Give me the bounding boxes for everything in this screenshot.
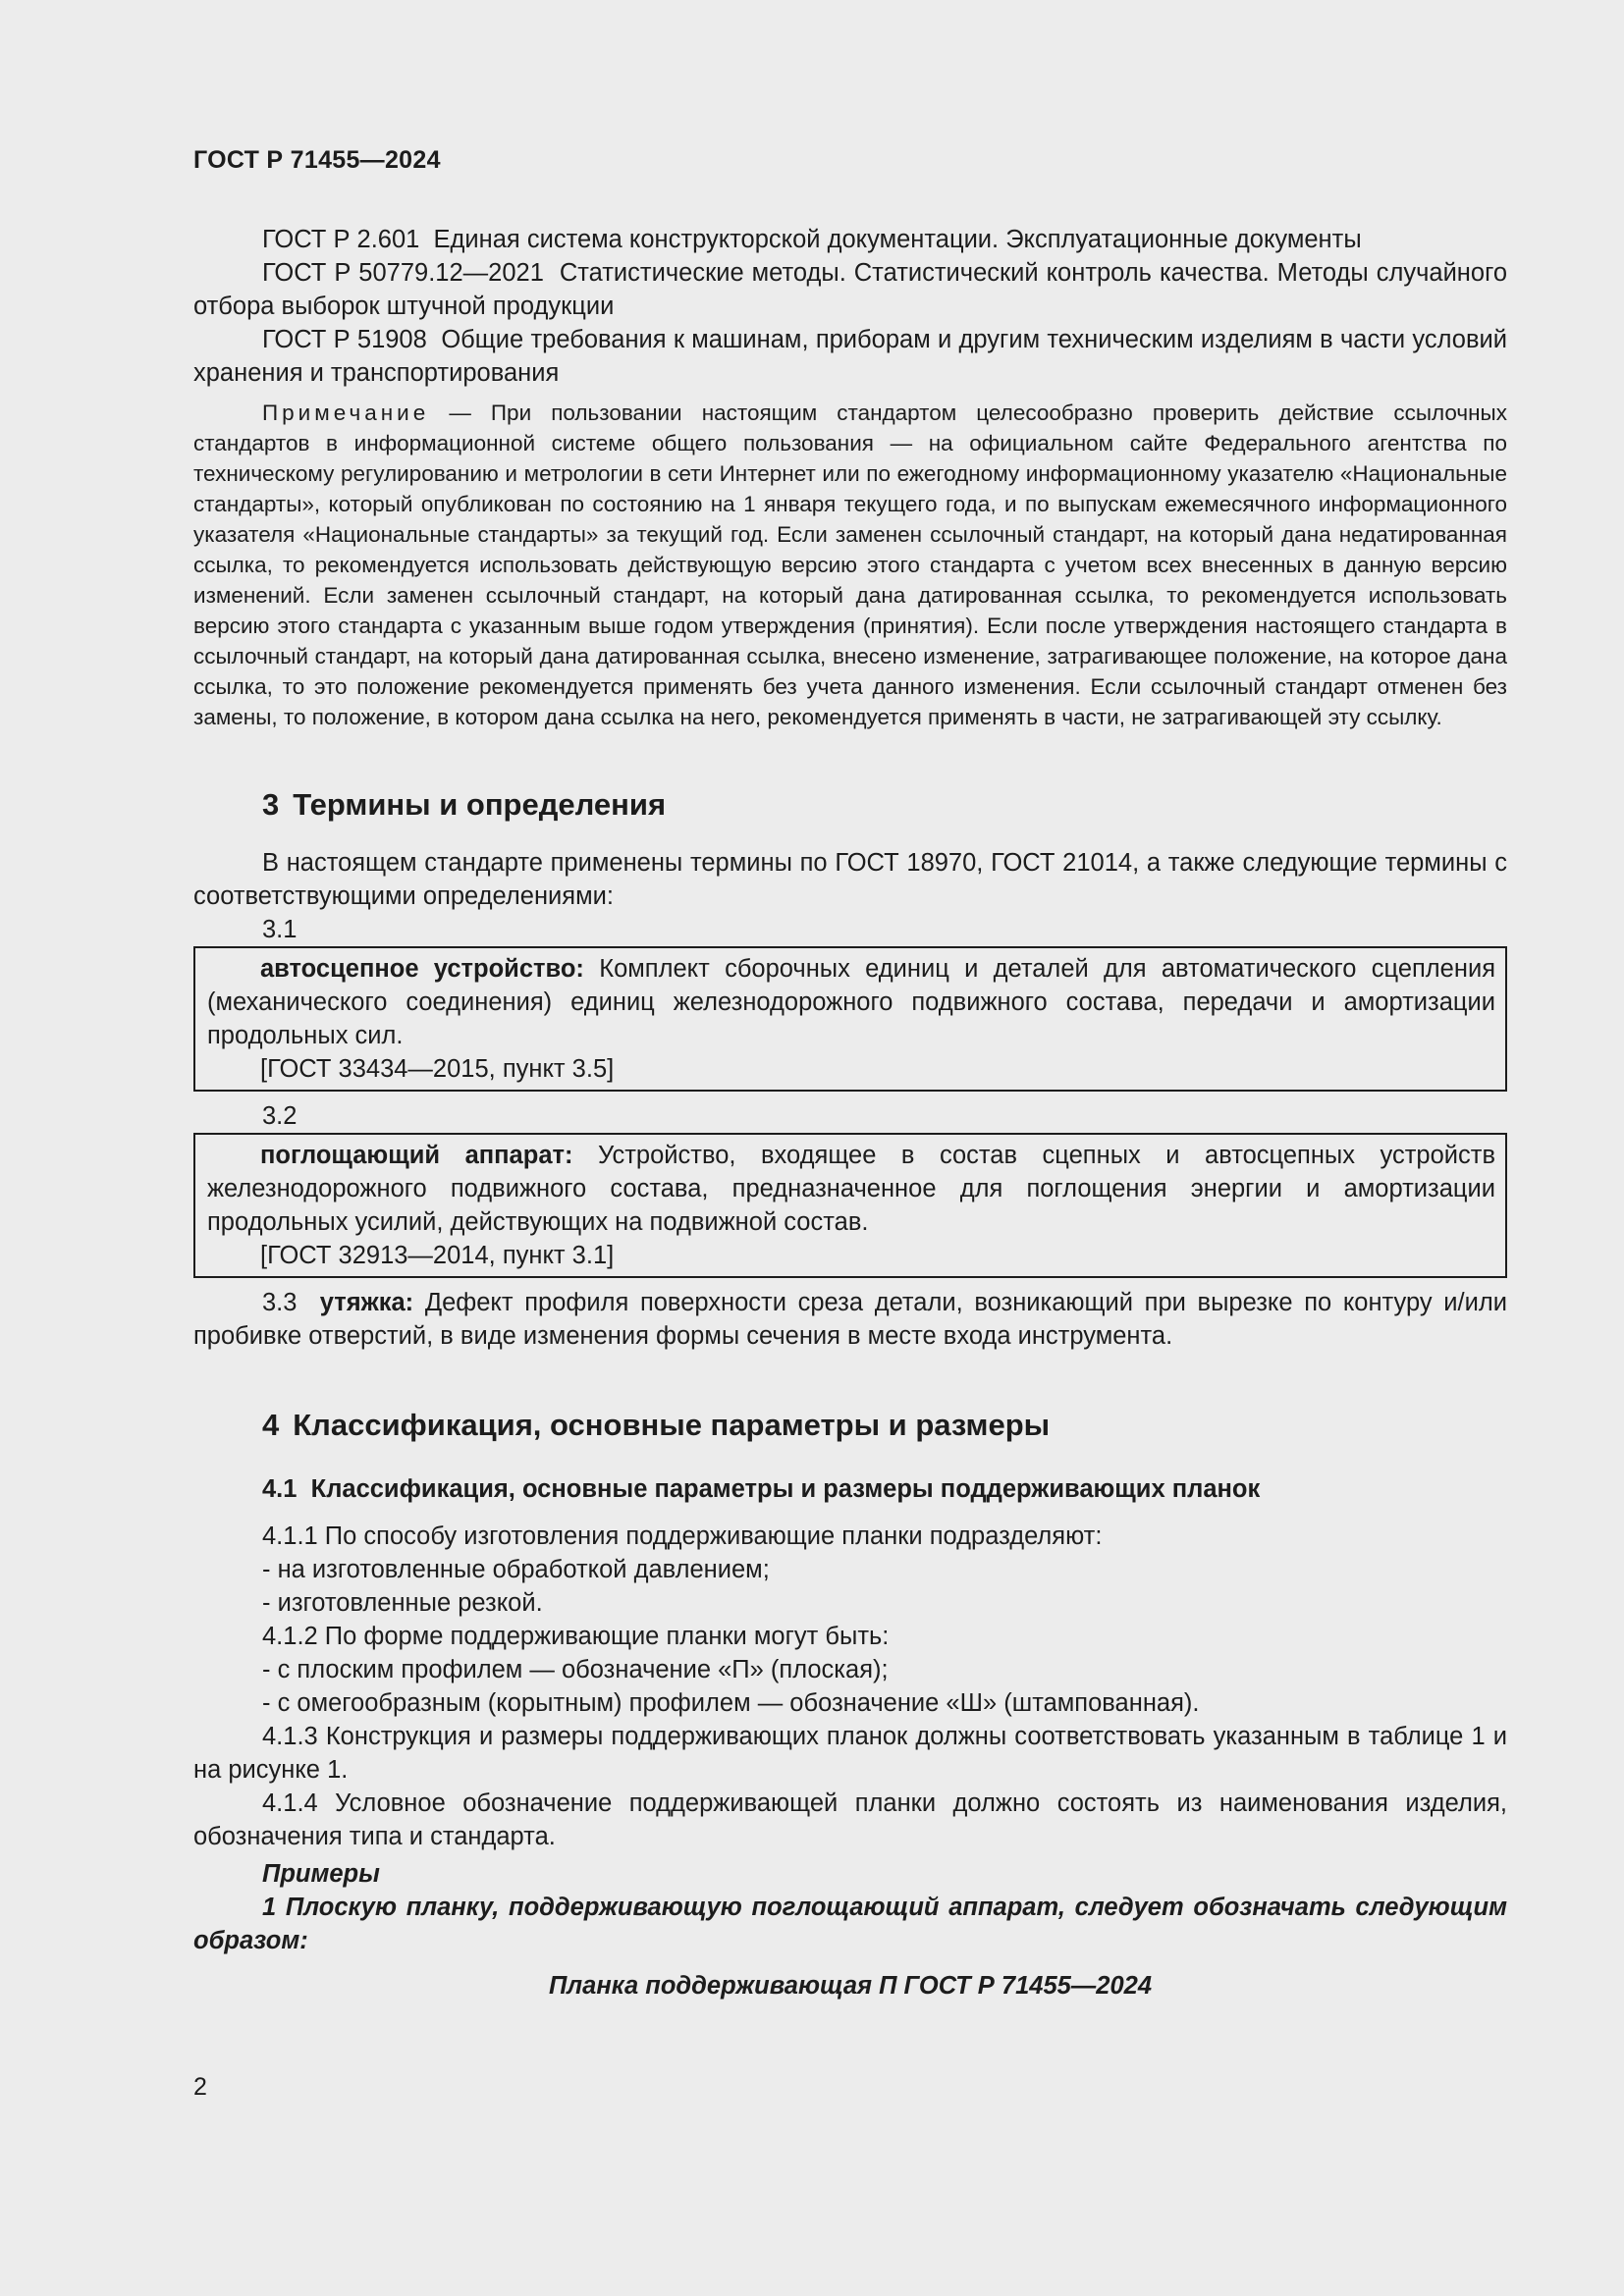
paragraph-4-1-2: 4.1.2 По форме поддерживающие планки могут быть: bbox=[262, 1623, 890, 1650]
examples-title: Примеры bbox=[262, 1860, 380, 1888]
term-name: автосцепное устройство: bbox=[260, 955, 584, 983]
term-3-3: 3.3 утяжка: Дефект профиля поверхности среза детали, возникающий при вырезке по контуру и/или пробивке отверстий, в виде изменения формы сечения в месте входа инструмента. bbox=[193, 1289, 1507, 1350]
term-source: [ГОСТ 32913—2014, пункт 3.1] bbox=[260, 1242, 615, 1269]
paragraph-4-1-3: 4.1.3 Конструкция и размеры поддерживающих планок должны соответствовать указанным в таблице 1 и на рисунке 1. bbox=[193, 1723, 1507, 1784]
list-item: - на изготовленные обработкой давлением; bbox=[262, 1556, 770, 1583]
term-definition: поглощающий аппарат: Устройство, входящее в состав сцепных и автосцепных устройств железнодорожного подвижного состава, предназначенное для поглощения энергии и амортизации продольных усилий, действующих на подвижной состав. bbox=[207, 1142, 1495, 1236]
normative-references bbox=[193, 223, 1507, 390]
term-box bbox=[193, 946, 1507, 1092]
term-definition: автосцепное устройство: Комплект сборочных единиц и деталей для автоматического сцепления (механического соединения) единиц железнодорожного подвижного состава, передачи и амортизации продольных сил. bbox=[207, 955, 1496, 1049]
section-4-heading: 4 Классификация, основные параметры и размеры bbox=[262, 1408, 1051, 1442]
term-number: 3.2 bbox=[262, 1102, 298, 1130]
paragraph-4-1-1: 4.1.1 По способу изготовления поддерживающие планки подразделяют: bbox=[262, 1522, 1103, 1550]
example-1: 1 Плоскую планку, поддерживающую поглощающий аппарат, следует обозначать следующим образом: bbox=[193, 1894, 1507, 1954]
document-header: ГОСТ Р 71455—2024 bbox=[193, 146, 441, 174]
note-text: — При пользовании настоящим стандартом целесообразно проверить действие ссылочных стандартов в информационной системе общего пользования — на официальном сайте Федерального агентства по техническому регулированию и метрологии в сети Интернет или по ежегодному информационному указателю «Национальные стандарты», который опубликован по состоянию на 1 января текущего года, и по выпускам ежемесячного информационного указателя «Национальные стандарты» за текущий год. Если заменен ссылочный стандарт, на который дана недатированная ссылка, то рекомендуется использовать действующую версию этого стандарта с учетом всех внесенных в данную версию изменений. Если заменен ссылочный стандарт, на который дана датированная ссылка, то рекомендуется использовать версию этого стандарта с указанным выше годом утверждения (принятия). Если после утверждения настоящего стандарта в ссылочный стандарт, на который дана датированная ссылка, внесено изменение, затрагивающее положение, на которое дана ссылка, то это положение рекомендуется применять без учета данного изменения. Если ссылочный стандарт отменен без замены, то положение, в котором дана ссылка на него, рекомендуется применять в части, не затрагивающей эту ссылку. bbox=[193, 400, 1507, 729]
term-name: поглощающий аппарат: bbox=[260, 1142, 573, 1169]
note bbox=[193, 398, 1507, 732]
list-item: - с плоским профилем — обозначение «П» (плоская); bbox=[262, 1656, 889, 1683]
term-box bbox=[193, 1133, 1507, 1278]
example-1-designation: Планка поддерживающая П ГОСТ Р 71455—2024 bbox=[548, 1972, 1153, 2000]
section-3-intro: В настоящем стандарте применены термины по ГОСТ 18970, ГОСТ 21014, а также следующие термины с соответствующими определениями: bbox=[193, 849, 1507, 910]
term-source: [ГОСТ 33434—2015, пункт 3.5] bbox=[260, 1055, 615, 1083]
reference-item: ГОСТ Р 2.601 Единая система конструкторской документации. Эксплуатационные документы bbox=[262, 226, 1362, 253]
note-label: Примечание bbox=[262, 400, 430, 425]
page-number: 2 bbox=[193, 2073, 207, 2101]
subsection-4-1-heading: 4.1 Классификация, основные параметры и размеры поддерживающих планок bbox=[262, 1475, 1261, 1503]
list-item: - изготовленные резкой. bbox=[262, 1589, 543, 1617]
examples-block bbox=[193, 1857, 1507, 2002]
reference-item: ГОСТ Р 50779.12—2021 Статистические методы. Статистический контроль качества. Методы случайного отбора выборок штучной продукции bbox=[193, 259, 1507, 320]
section-3-heading: 3 Термины и определения bbox=[262, 787, 667, 822]
page-content bbox=[193, 223, 1507, 2002]
paragraph-4-1-4: 4.1.4 Условное обозначение поддерживающей планки должно состоять из наименования изделия, обозначения типа и стандарта. bbox=[193, 1789, 1507, 1850]
term-name: утяжка: bbox=[319, 1289, 414, 1316]
list-item: - с омегообразным (корытным) профилем — обозначение «Ш» (штампованная). bbox=[262, 1689, 1200, 1717]
reference-item: ГОСТ Р 51908 Общие требования к машинам, приборам и другим техническим изделиям в части условий хранения и транспортирования bbox=[193, 326, 1507, 387]
term-number: 3.1 bbox=[262, 916, 298, 943]
